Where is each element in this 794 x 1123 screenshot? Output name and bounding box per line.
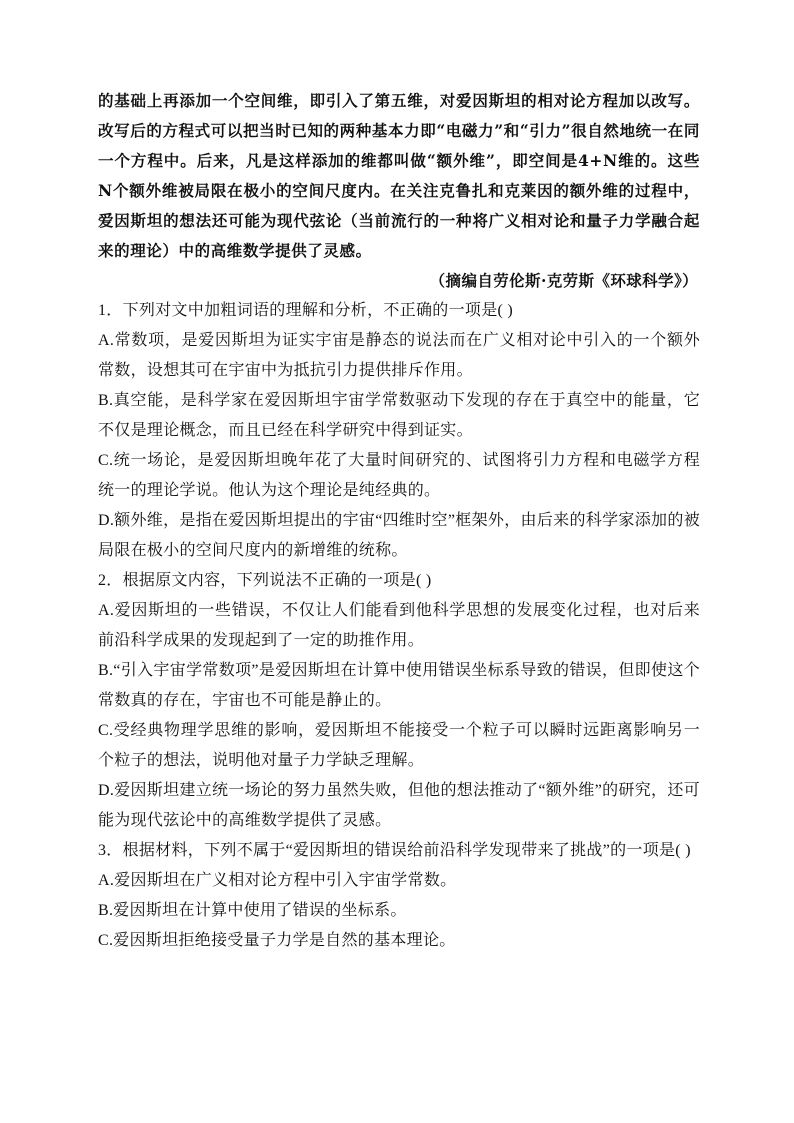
passage	[98, 86, 700, 266]
question-2-stem: 2．根据原文内容，下列说法不正确的一项是( )	[98, 572, 432, 589]
question-1-option-c: C.统一场论，是爱因斯坦晚年花了大量时间研究的、试图将引力方程和电磁学方程统一的理论学说。他认为这个理论是纯经典的。	[98, 452, 700, 499]
question-3-option-c: C.爱因斯坦拒绝接受量子力学是自然的基本理论。	[98, 932, 456, 949]
question-1-option-a: A.常数项，是爱因斯坦为证实宇宙是静态的说法而在广义相对论中引入的一个额外常数，设想其可在宇宙中为抵抗引力提供排斥作用。	[98, 332, 700, 379]
question-1-stem: 1．下列对文中加粗词语的理解和分析，不正确的一项是( )	[98, 302, 514, 319]
document-page	[98, 86, 700, 956]
question-3-option-a: A.爱因斯坦在广义相对论方程中引入宇宙学常数。	[98, 872, 457, 889]
question-2-option-b: B.“引入宇宙学常数项”是爱因斯坦在计算中使用错误坐标系导致的错误，但即使这个常数真的存在，宇宙也不可能是静止的。	[98, 662, 700, 709]
question-3	[98, 836, 700, 956]
question-1	[98, 296, 700, 566]
passage-paragraph: 的基础上再添加一个空间维，即引入了第五维，对爱因斯坦的相对论方程加以改写。改写后的方程式可以把当时已知的两种基本力即“电磁力”和“引力”很自然地统一在同一个方程中。后来，凡是这样添加的维都叫做“额外维”，即空间是4+N维的。这些N个额外维被局限在极小的空间尺度内。在关注克鲁扎和克莱因的额外维的过程中，爱因斯坦的想法还可能为现代弦论（当前流行的一种将广义相对论和量子力学融合起来的理论）中的高维数学提供了灵感。	[98, 91, 700, 260]
question-3-stem: 3．根据材料，下列不属于“爱因斯坦的错误给前沿科学发现带来了挑战”的一项是( )	[98, 842, 691, 859]
question-1-option-d: D.额外维，是指在爱因斯坦提出的宇宙“四维时空”框架外，由后来的科学家添加的被局限在极小的空间尺度内的新增维的统称。	[98, 512, 700, 559]
question-2-option-a: A.爱因斯坦的一些错误，不仅让人们能看到他科学思想的发展变化过程，也对后来前沿科学成果的发现起到了一定的助推作用。	[98, 602, 700, 649]
question-2-option-d: D.爱因斯坦建立统一场论的努力虽然失败，但他的想法推动了“额外维”的研究，还可能为现代弦论中的高维数学提供了灵感。	[98, 782, 700, 829]
question-2	[98, 566, 700, 836]
question-3-option-b: B.爱因斯坦在计算中使用了错误的坐标系。	[98, 902, 407, 919]
passage-citation: （摘编自劳伦斯·克劳斯《环球科学》）	[429, 271, 698, 290]
question-2-option-c: C.受经典物理学思维的影响，爱因斯坦不能接受一个粒子可以瞬时远距离影响另一个粒子的想法，说明他对量子力学缺乏理解。	[98, 722, 700, 769]
question-1-option-b: B.真空能，是科学家在爱因斯坦宇宙学常数驱动下发现的存在于真空中的能量，它不仅是理论概念，而且已经在科学研究中得到证实。	[98, 392, 700, 439]
